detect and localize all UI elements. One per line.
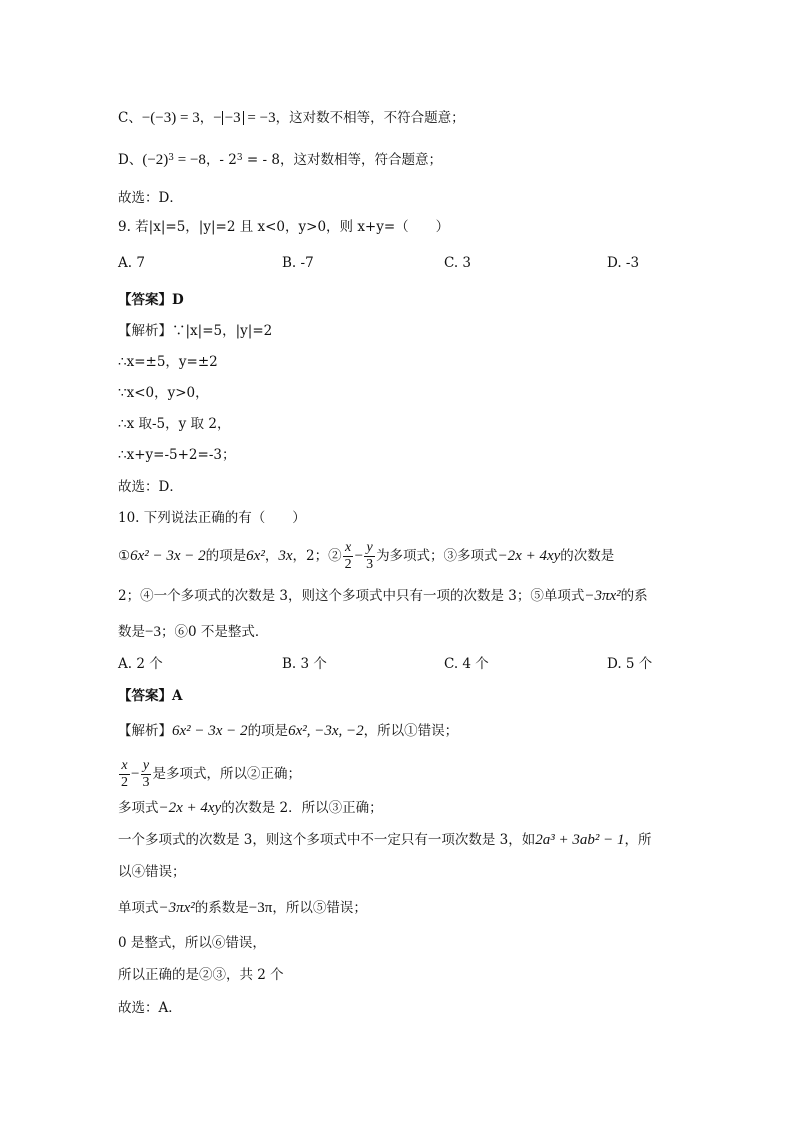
text: ，2；② [292, 548, 342, 564]
numerator: y [366, 540, 373, 555]
math-expr: −3πx² [158, 900, 195, 916]
math-expr: 6x² [246, 548, 265, 564]
text: ① [118, 548, 131, 564]
math-expr: −3πx² [584, 588, 621, 604]
math-expr: −(−3) = 3 [141, 110, 200, 126]
minus-sign: − [131, 766, 140, 782]
math-expr: − [213, 110, 222, 126]
text: ；⑥0 不是整式． [160, 624, 269, 640]
text: ，这对数相等，符合题意； [279, 152, 442, 168]
explain-9-line-3: ∵x<0，y>0， [118, 385, 209, 401]
abs-expr: −3 [222, 111, 244, 125]
exponent: 3 [236, 153, 243, 163]
text: 一个多项式的次数是 3，则这个多项式中不一定只有一项次数是 3，如 [118, 832, 536, 848]
answer-9: 【答案】D [118, 292, 184, 308]
explain-10-line-3 [118, 798, 383, 818]
fraction-y-over-3 [364, 540, 375, 573]
question-10-line-1 [118, 540, 614, 573]
choose-line-1: 故选：D． [118, 190, 183, 206]
explain-9-line-2: ∴x=±5，y=±2 [118, 354, 218, 370]
math-expr: 3x [278, 548, 293, 564]
text: 的次数是 [560, 548, 615, 564]
math-expr: = - 8 [242, 152, 280, 168]
explain-10-line-8: 所以正确的是②③，共 2 个 [118, 967, 284, 983]
label: D、 [118, 152, 143, 168]
question-9: 9. 若|x|=5，|y|=2 且 x<0，y>0，则 x+y=（ ） [118, 219, 450, 235]
fraction-x-over-2 [343, 540, 354, 573]
denominator: 2 [121, 775, 128, 790]
explain-10-line-4 [118, 830, 652, 850]
math-expr: −2x + 4xy [497, 548, 561, 564]
math-expr: −3 [145, 624, 161, 640]
math-expr: 6x² − 3x − 2 [130, 548, 206, 564]
denominator: 2 [344, 557, 352, 572]
math-expr: = −3 [243, 110, 276, 126]
fraction-y-over-3 [140, 758, 151, 791]
explain-9-line-1: 【解析】∵|x|=5，|y|=2 [118, 323, 273, 339]
text: 的项是 [247, 723, 289, 739]
explain-10-line-7: 0 是整式，所以⑥错误， [118, 935, 266, 951]
text: ， [264, 548, 279, 564]
fraction-x-over-2 [119, 758, 130, 791]
text: 单项式 [118, 900, 159, 916]
math-expr: = −8 [174, 152, 206, 168]
text: 的系数是 [194, 900, 249, 916]
text: ，所 [624, 832, 652, 848]
explain-10-line-5: 以④错误； [118, 864, 186, 880]
math-expr: (−2) [142, 152, 169, 168]
q9-option-c: C. 3 [444, 255, 472, 271]
denominator: 3 [366, 557, 374, 572]
text: 是多项式，所以②正确； [152, 766, 301, 782]
text: ， [199, 110, 214, 126]
question-10-line-2 [118, 586, 648, 606]
text: 的次数是 2．所以③正确； [221, 800, 383, 816]
explain-10-line-1 [118, 721, 458, 741]
minus-sign: − [354, 548, 364, 564]
math-expr: −2x + 4xy [158, 800, 222, 816]
q10-option-c: C. 4 个 [444, 656, 489, 672]
text: 的系 [620, 588, 648, 604]
text: 2；④一个多项式的次数是 3，则这个多项式中只有一项的次数是 3；⑤单项式 [118, 588, 585, 604]
math-expr: 6x², −3x, −2 [288, 723, 364, 739]
text: 数是 [118, 624, 145, 640]
text: 多项式 [118, 800, 159, 816]
option-d-line [118, 150, 442, 170]
numerator: x [344, 540, 352, 555]
text: ，所以⑤错误； [272, 900, 367, 916]
text: 【解析】 [118, 723, 172, 739]
q10-option-b: B. 3 个 [282, 656, 327, 672]
text: ，所以①错误； [363, 723, 459, 739]
math-expr: −3π [248, 900, 273, 916]
explain-10-line-6 [118, 898, 367, 918]
choose-line-2: 故选：D． [118, 479, 183, 495]
q9-option-a: A. 7 [118, 255, 145, 271]
explain-9-line-4: ∴x 取-5，y 取 2， [118, 416, 231, 432]
text: ，这对数不相等，不符合题意； [275, 110, 465, 126]
numerator: x [121, 758, 128, 773]
explain-9-line-5: ∴x+y=-5+2=-3； [118, 447, 236, 463]
denominator: 3 [142, 775, 150, 790]
text: 为多项式；③多项式 [376, 548, 498, 564]
q9-option-b: B. -7 [282, 255, 314, 271]
explain-10-line-2 [118, 756, 301, 792]
option-c-line [118, 108, 465, 128]
text: 的项是 [205, 548, 247, 564]
math-expr: ，- 2 [205, 152, 237, 168]
question-10: 10. 下列说法正确的有（ ） [118, 510, 306, 526]
numerator: y [142, 758, 150, 773]
math-expr: 2a³ + 3ab² − 1 [535, 832, 625, 848]
question-10-line-3 [118, 622, 268, 642]
exponent: 3 [168, 153, 175, 163]
label: C、 [118, 110, 142, 126]
answer-10: 【答案】A [118, 688, 183, 704]
q10-option-a: A. 2 个 [118, 656, 163, 672]
math-expr: 6x² − 3x − 2 [172, 723, 248, 739]
q10-option-d: D. 5 个 [607, 656, 653, 672]
choose-line-3: 故选：A． [118, 1000, 182, 1016]
q9-option-d: D. -3 [607, 255, 640, 271]
